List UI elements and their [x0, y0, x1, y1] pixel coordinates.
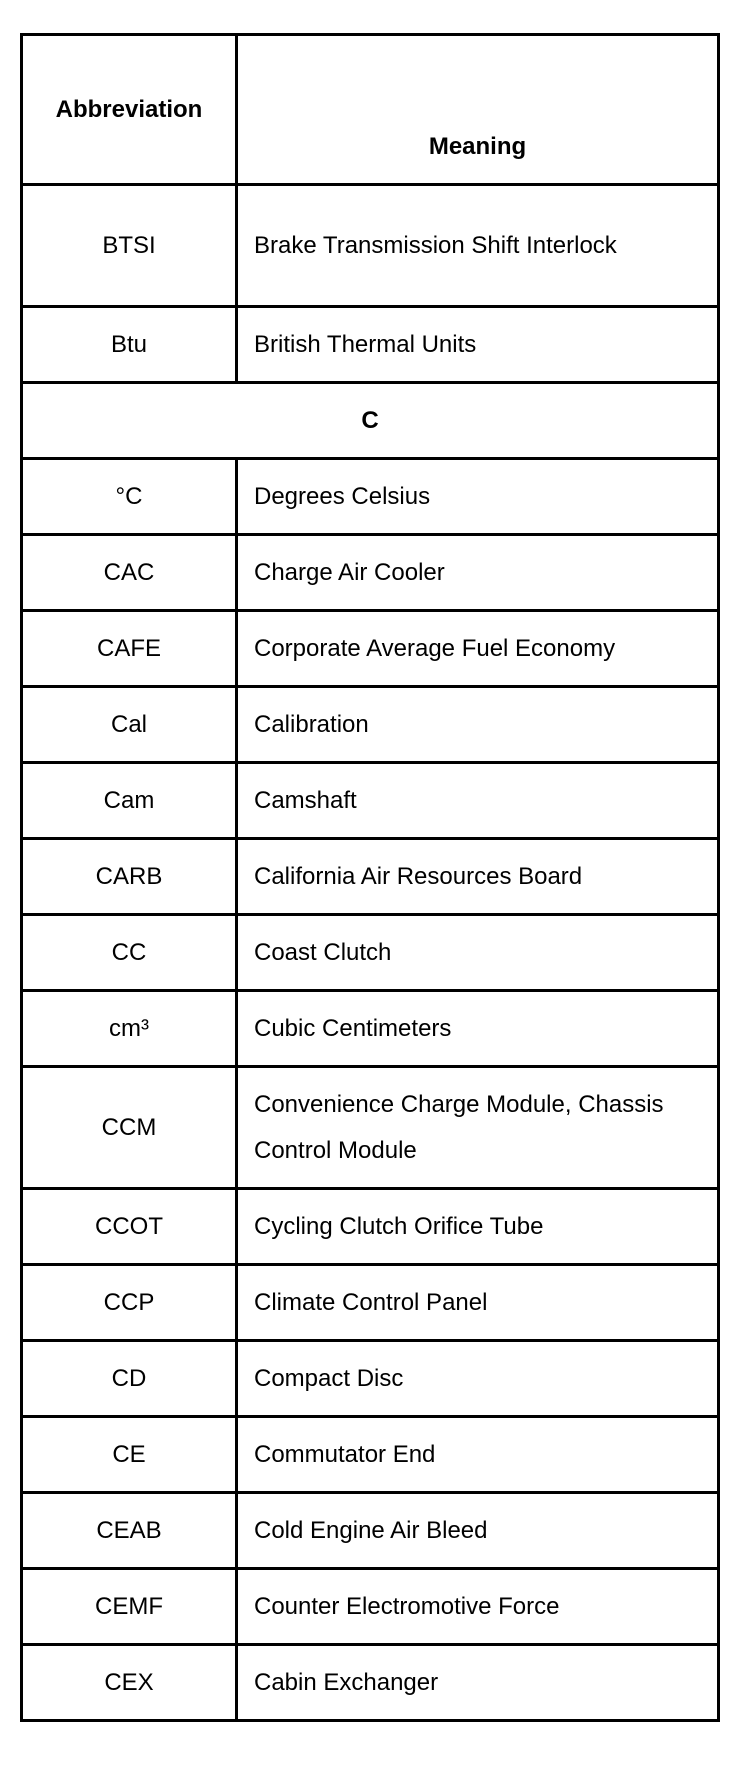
table-body — [22, 185, 719, 1721]
abbreviation-cell: Cal — [22, 687, 237, 763]
abbreviation-cell: CCOT — [22, 1189, 237, 1265]
meaning-cell: Cycling Clutch Orifice Tube — [237, 1189, 719, 1265]
abbreviation-cell: CEAB — [22, 1493, 237, 1569]
abbreviations-table — [20, 33, 720, 1722]
table-row — [22, 1569, 719, 1645]
table-row — [22, 1493, 719, 1569]
table-row — [22, 1189, 719, 1265]
table-row — [22, 1645, 719, 1721]
table-row — [22, 991, 719, 1067]
abbreviation-cell: Cam — [22, 763, 237, 839]
table-row — [22, 535, 719, 611]
abbreviation-cell: cm³ — [22, 991, 237, 1067]
abbreviation-cell: CEX — [22, 1645, 237, 1721]
table-row — [22, 763, 719, 839]
table-row — [22, 915, 719, 991]
table-row — [22, 687, 719, 763]
meaning-cell: Climate Control Panel — [237, 1265, 719, 1341]
abbreviation-cell: CE — [22, 1417, 237, 1493]
table-row — [22, 611, 719, 687]
meaning-cell: California Air Resources Board — [237, 839, 719, 915]
table-header-row — [22, 35, 719, 185]
meaning-cell: Cubic Centimeters — [237, 991, 719, 1067]
abbreviation-cell: CEMF — [22, 1569, 237, 1645]
abbreviation-cell: CC — [22, 915, 237, 991]
meaning-cell: British Thermal Units — [237, 307, 719, 383]
meaning-cell: Corporate Average Fuel Economy — [237, 611, 719, 687]
abbreviation-cell: BTSI — [22, 185, 237, 307]
meaning-cell: Brake Transmission Shift Interlock — [237, 185, 719, 307]
meaning-cell: Convenience Charge Module, Chassis Control Module — [237, 1067, 719, 1189]
table-row — [22, 1067, 719, 1189]
table-row — [22, 1265, 719, 1341]
abbreviation-column-header: Abbreviation — [22, 35, 237, 185]
meaning-cell: Charge Air Cooler — [237, 535, 719, 611]
meaning-column-header: Meaning — [237, 35, 719, 185]
meaning-cell: Counter Electromotive Force — [237, 1569, 719, 1645]
abbreviation-cell: CCM — [22, 1067, 237, 1189]
table-row — [22, 1417, 719, 1493]
meaning-cell: Compact Disc — [237, 1341, 719, 1417]
table-row — [22, 185, 719, 307]
meaning-cell: Calibration — [237, 687, 719, 763]
meaning-cell: Cold Engine Air Bleed — [237, 1493, 719, 1569]
section-row — [22, 383, 719, 459]
abbreviation-cell: CD — [22, 1341, 237, 1417]
abbreviation-cell: CARB — [22, 839, 237, 915]
abbreviation-cell: Btu — [22, 307, 237, 383]
meaning-cell: Degrees Celsius — [237, 459, 719, 535]
table-row — [22, 307, 719, 383]
section-heading: C — [22, 383, 719, 459]
abbreviation-cell: CAFE — [22, 611, 237, 687]
meaning-cell: Cabin Exchanger — [237, 1645, 719, 1721]
abbreviation-cell: CAC — [22, 535, 237, 611]
meaning-cell: Commutator End — [237, 1417, 719, 1493]
table-row — [22, 839, 719, 915]
meaning-cell: Coast Clutch — [237, 915, 719, 991]
table-row — [22, 459, 719, 535]
abbreviation-cell: CCP — [22, 1265, 237, 1341]
meaning-cell: Camshaft — [237, 763, 719, 839]
table-row — [22, 1341, 719, 1417]
abbreviation-cell: °C — [22, 459, 237, 535]
